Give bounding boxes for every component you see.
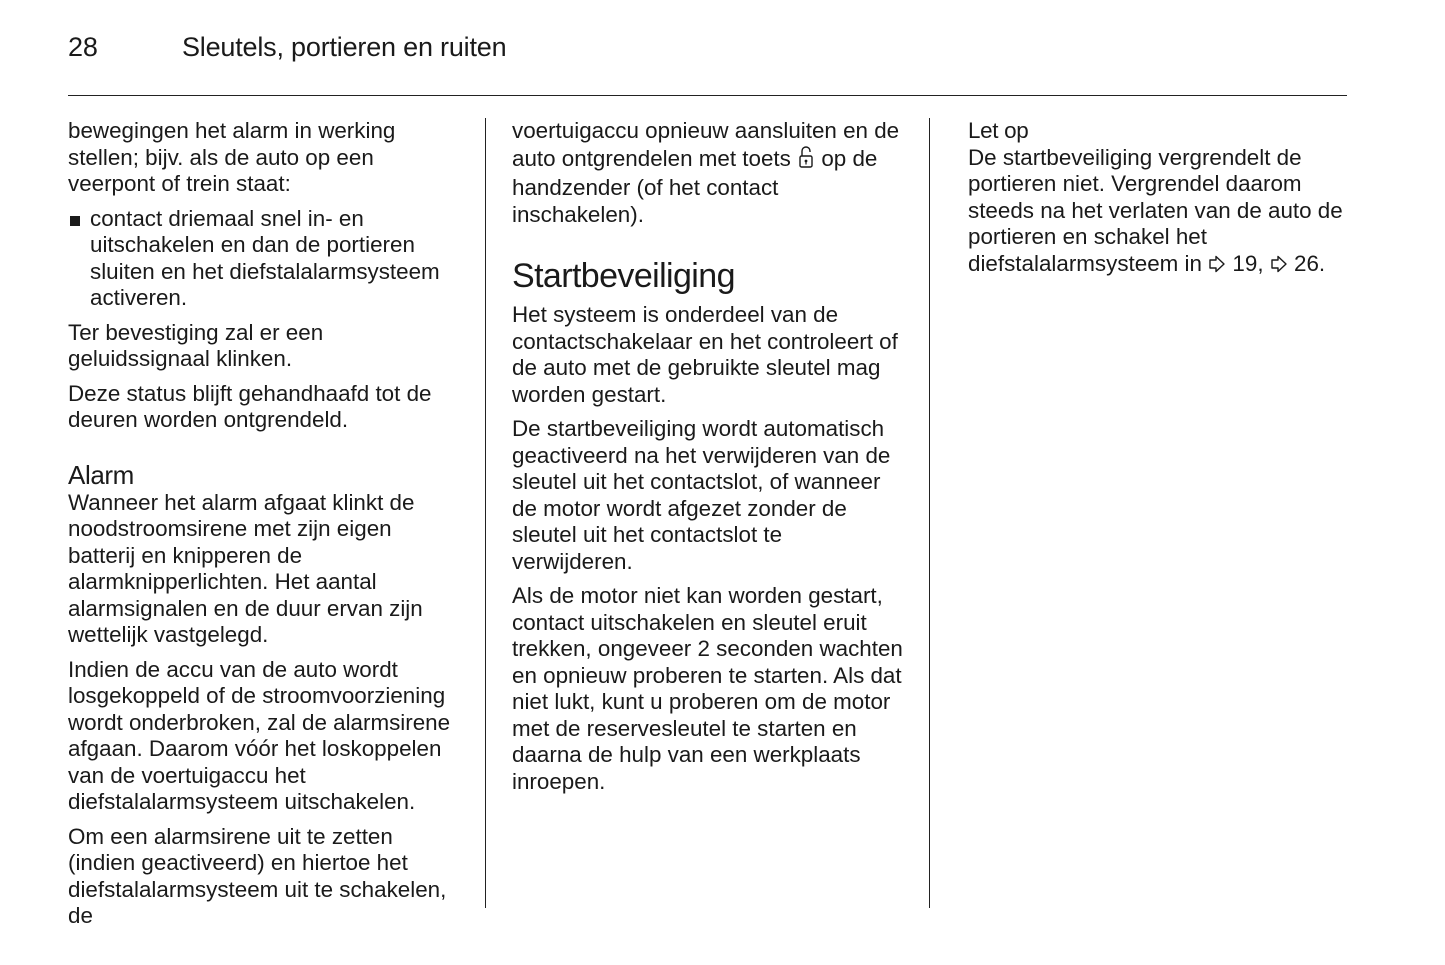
note-text: [968, 145, 1364, 280]
column-divider-2: [929, 118, 930, 908]
page-number: 28: [68, 32, 98, 62]
header-divider: [68, 95, 1347, 96]
paragraph: Ter bevestiging zal er een geluidssignaal klinken.: [68, 319, 324, 371]
paragraph: Als de motor niet kan worden gestart, contact uitschakelen en sleutel eruit trekken, ongeveer 2 seconden wachten en opnieuw proberen te starten. Als dat niet lukt, kunt u proberen om de motor met de reservesleutel te starten en daarna de hulp van een werkplaats inroepen.: [512, 583, 903, 794]
paragraph: Het systeem is onderdeel van de contactschakelaar en het controleert of de auto met de gebruikte sleutel mag worden gestart.: [512, 302, 898, 407]
paragraph: De startbeveiliging wordt automatisch geactiveerd na het verwijderen van de sleutel uit het contactslot, of wanneer de motor wordt afgezet zonder de sleutel uit het contactslot te verwijderen.: [512, 416, 891, 574]
paragraph: Om een alarmsirene uit te zetten (indien geactiveerd) en hiertoe het diefstalalarmsysteem uit te schakelen, de: [68, 823, 447, 928]
square-bullet-icon: [70, 216, 80, 226]
column-3: [968, 118, 1364, 287]
page-reference-arrow-icon: [1270, 253, 1288, 280]
list-item: [68, 206, 464, 312]
page-reference[interactable]: 26.: [1294, 250, 1326, 276]
paragraph: Wanneer het alarm afgaat klinkt de noodstroomsirene met zijn eigen batterij en knipperen de alarmknipperlichten. Het aantal alarmsignalen en de duur ervan zijn wettelijk vastgelegd.: [68, 489, 423, 647]
list-item-text: contact driemaal snel in- en uitschakelen en dan de portieren sluiten en het diefstalalarmsysteem activeren.: [90, 205, 440, 310]
paragraph-text: op de handzender (of het contact inschakelen).: [512, 145, 878, 227]
section-heading-alarm: Alarm: [68, 459, 134, 490]
column-divider-1: [485, 118, 486, 908]
paragraph: Deze status blijft gehandhaafd tot de deuren worden ontgrendeld.: [68, 380, 432, 432]
unlock-key-icon: [799, 145, 813, 176]
page-reference-arrow-icon: [1208, 253, 1226, 280]
paragraph-text: De startbeveiliging vergrendelt de portieren niet. Vergrendel daarom steeds na het verlaten van de auto de portieren en schakel het diefstalalarmsysteem in: [968, 144, 1343, 276]
column-2: [512, 118, 908, 803]
chapter-title: Sleutels, portieren en ruiten: [182, 32, 507, 62]
paragraph-text: voertuigaccu opnieuw aansluiten en de auto ontgrendelen met toets: [512, 118, 900, 171]
paragraph: bewegingen het alarm in werking stellen; bijv. als de auto op een veerpont of trein staat:: [68, 118, 396, 196]
column-1: [68, 118, 464, 938]
section-heading-startbeveiliging: Startbeveiliging: [512, 257, 735, 295]
paragraph: [512, 118, 908, 228]
note-title: Let op: [968, 118, 1029, 143]
paragraph: Indien de accu van de auto wordt losgekoppeld of de stroomvoorziening wordt onderbroken, zal de alarmsirene afgaan. Daarom vóór het loskoppelen van de voertuigaccu het diefstalalarmsysteem uitschakelen.: [68, 656, 451, 814]
page-reference[interactable]: 19,: [1232, 250, 1264, 276]
